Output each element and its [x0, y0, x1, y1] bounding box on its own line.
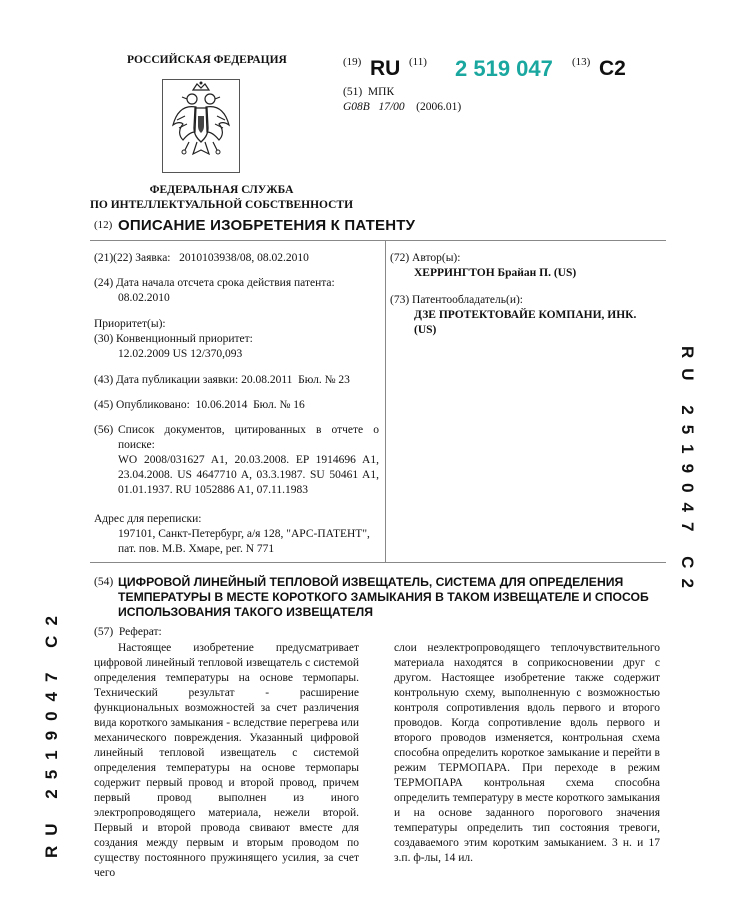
abstract-column-1: Настоящее изобретение предусматривает цифровой линейный тепловой извещатель с системой определения температуры на основе термопары. Технический результат - расширение функциональных возможностей за счет различения вида короткого замыкания - вследствие перегрева или механического повреждения. Указанный цифровой линейный тепловой извещатель с системой определения температуры на основе термопары содержит первый провод и второй провод, причем первый провод выполнен из иного электропроводящего материала, нежели второй. Первый и второй провода свивают вместе для создания между первым и вторым проводом по существу постоянного пружинящего усилия, за счет чего: [94, 642, 359, 879]
abstract-column-2: слои неэлектропроводящего теплочувствительного материала находятся в соприкосновении друг с другом. Настоящее изобретение также содержит контрольную схему, выполненную с возможностью контроля сопротивления вдоль первого и второго проводов. Когда сопротивление вдоль первого и второго проводов изменяется, контрольная схема способна определить короткое замыкание и перейти в режим ТЕРМОПАРА. При переходе в режим ТЕРМОПАРА контрольная схема способна определить температуру в месте короткого замыкания и на основе заданного порогового значения температуры определить тип состояния тревоги, создаваемого этим коротким замыканием. 3 н. и 17 з.п. ф-лы, 14 ил.: [394, 642, 660, 864]
column-divider: [385, 240, 386, 562]
country-code: RU: [370, 57, 401, 80]
document-title: ОПИСАНИЕ ИЗОБРЕТЕНИЯ К ПАТЕНТУ: [118, 217, 416, 234]
code-12: (12): [94, 219, 113, 231]
term-start-field: (24) Дата начала отсчета срока действия патента: 08.02.2010: [94, 277, 335, 304]
code-13: (13): [572, 56, 591, 68]
correspondence-address-field: Адрес для переписки: 197101, Санкт-Петербург, а/я 128, "АРС-ПАТЕНТ", пат. пов. М.В. Хмаре, рег. N 771: [94, 513, 370, 555]
application-publication-field: (43) Дата публикации заявки: 20.08.2011 Бюл. № 23: [94, 374, 350, 386]
coat-of-arms-emblem: [162, 79, 240, 173]
abstract-heading: (57) Реферат:: [94, 626, 162, 638]
patent-number: 2 519 047: [455, 56, 553, 81]
patent-holder-field: (73) Патентообладатель(и): ДЗЕ ПРОТЕКТОВАЙЕ КОМПАНИ, ИНК. (US): [390, 294, 637, 336]
cited-documents-field: (56) Список документов, цитированных в отчете о поиске: WO 2008/031627 A1, 20.03.2008. EP 1914696 A1, 23.04.2008. US 4647710 A, 03.3.1987. SU 50461 A1, 01.01.1937. RU 1052886 A1, 07.11.1983: [94, 424, 379, 496]
agency-name: ФЕДЕРАЛЬНАЯ СЛУЖБА ПО ИНТЕЛЛЕКТУАЛЬНОЙ СОБСТВЕННОСТИ: [89, 184, 354, 211]
code-11: (11): [409, 56, 427, 68]
kind-code: C2: [599, 57, 626, 80]
code-19: (19): [343, 56, 362, 68]
title-divider: [90, 240, 666, 241]
ipc-heading: (51) МПК: [343, 86, 395, 98]
margin-patent-id-right: RU 2519047 C2: [678, 346, 697, 598]
publication-field: (45) Опубликовано: 10.06.2014 Бюл. № 16: [94, 399, 305, 411]
country-name: РОССИЙСКАЯ ФЕДЕРАЦИЯ: [127, 54, 287, 66]
application-field: (21)(22) Заявка: 2010103938/08, 08.02.2010: [94, 252, 309, 264]
invention-title: (54) ЦИФРОВОЙ ЛИНЕЙНЫЙ ТЕПЛОВОЙ ИЗВЕЩАТЕЛЬ, СИСТЕМА ДЛЯ ОПРЕДЕЛЕНИЯ ТЕМПЕРАТУРЫ В МЕСТЕ КОРОТКОГО ЗАМЫКАНИЯ В ТАКОМ ИЗВЕЩАТЕЛЕ И СПОСОБ ИСПОЛЬЗОВАНИЯ ТАКОГО ИЗВЕЩАТЕЛЯ: [94, 575, 649, 619]
author-field: (72) Автор(ы): ХЕРРИНГТОН Брайан П. (US): [390, 252, 577, 279]
margin-patent-id-left: RU 2519047 C2: [42, 606, 61, 858]
section-divider: [90, 562, 666, 563]
ipc-classification: G08B 17/00 (2006.01): [343, 101, 462, 113]
priority-field: Приоритет(ы): (30) Конвенционный приоритет: 12.02.2009 US 12/370,093: [94, 318, 253, 360]
